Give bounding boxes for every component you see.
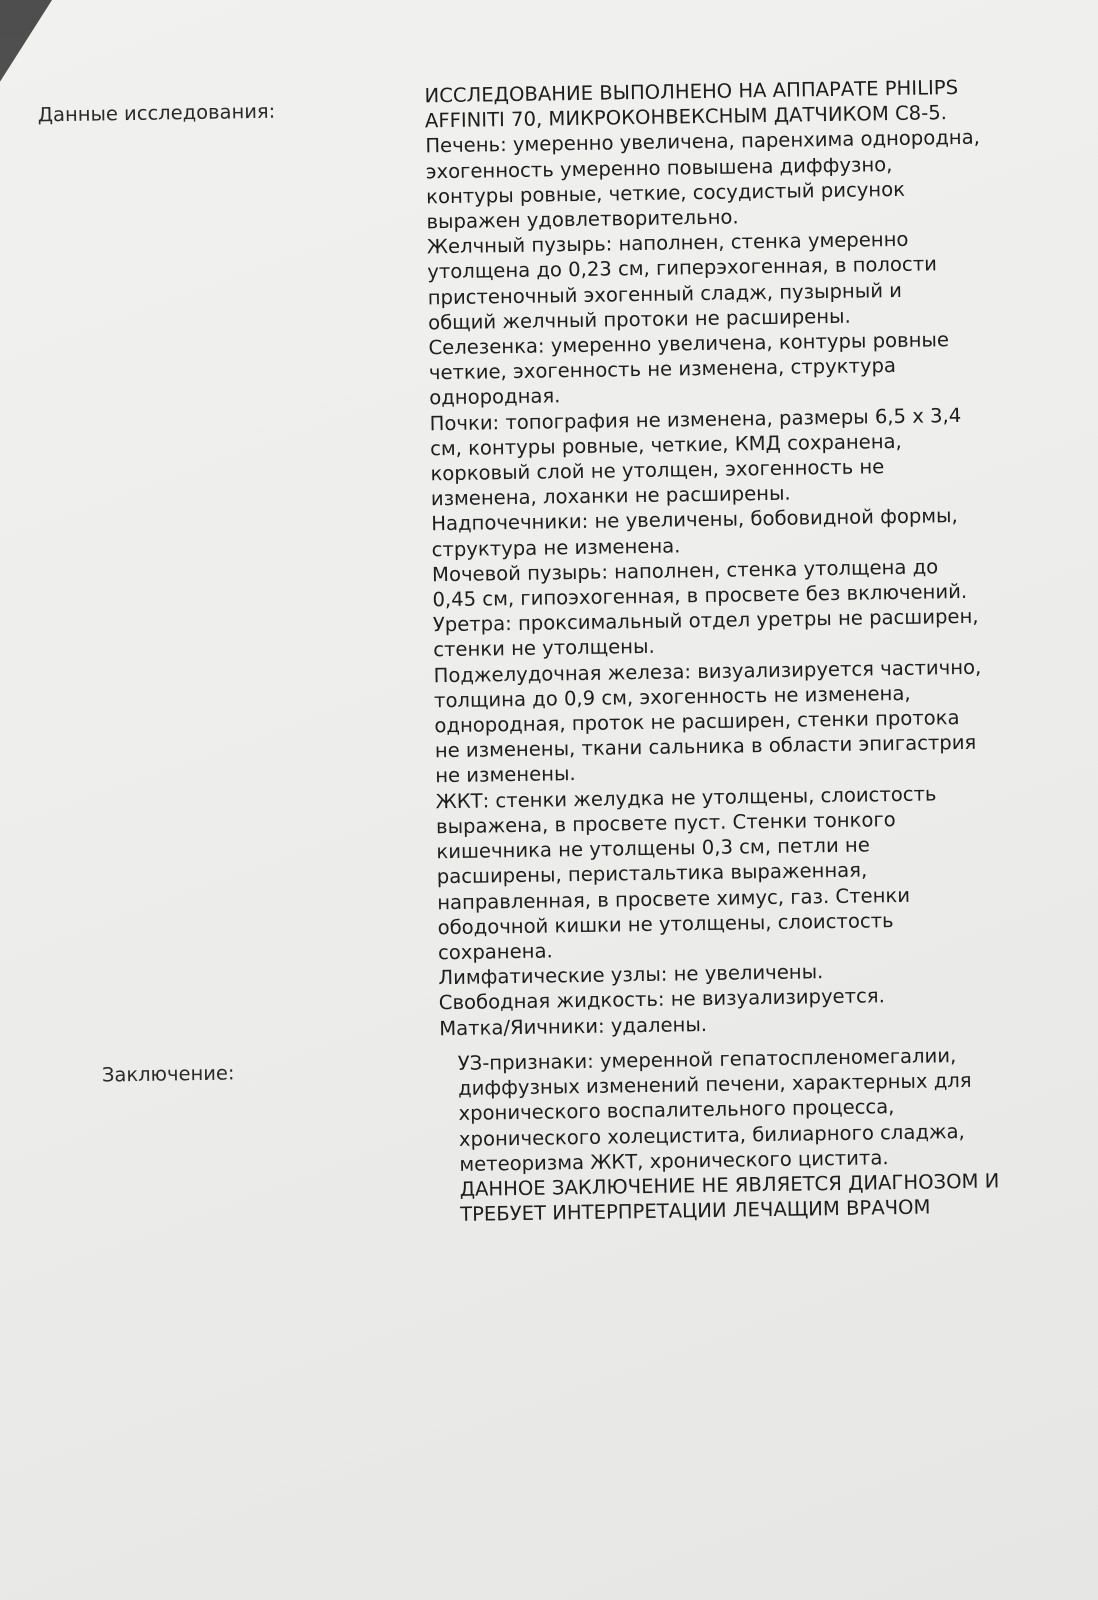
- findings-line: Печень: умеренно увеличена, паренхима однородна,: [425, 126, 981, 158]
- findings-line: Лимфатические узлы: не увеличены.: [438, 960, 824, 990]
- findings-line: сохранена.: [437, 939, 553, 965]
- findings-line: однородная.: [429, 384, 561, 410]
- findings-line: стенки не утолщены.: [433, 635, 655, 662]
- findings-line: Мочевой пузырь: наполнен, стенка утолщена до: [431, 555, 939, 587]
- findings-line: Свободная жидкость: не визуализируется.: [438, 984, 886, 1015]
- findings-line: однородная, проток не расширен, стенки протока: [434, 706, 960, 738]
- findings-line: изменена, лоханки не расширены.: [430, 481, 791, 511]
- conclusion-line: ТРЕБУЕТ ИНТЕРПРЕТАЦИИ ЛЕЧАЩИМ ВРАЧОМ: [459, 1195, 931, 1227]
- findings-line: ободочной кишки не утолщены, слоистость: [437, 908, 894, 939]
- findings-line: общий желчный протоки не расширены.: [427, 304, 851, 335]
- findings-line: контуры ровные, четкие, сосудистый рисунок: [425, 177, 906, 209]
- findings-line: направленная, в просвете химус, газ. Стенки: [437, 883, 911, 914]
- findings-line: структура не изменена.: [431, 534, 681, 561]
- findings-line: не изменены, ткани сальника в области эпигастрия: [434, 731, 977, 763]
- findings-line: Селезенка: умеренно увеличена, контуры ровные: [428, 328, 950, 360]
- findings-line: расширены, перистальтика выраженная,: [436, 858, 868, 889]
- study-data-label: Данные исследования:: [37, 99, 276, 127]
- conclusion-line: диффузных изменений печени, характерных для: [457, 1069, 972, 1101]
- findings-line: пристеночный эхогенный сладж, пузырный и: [427, 278, 903, 309]
- findings-line: Желчный пузырь: наполнен, стенка умеренно: [426, 227, 909, 259]
- findings-line: выражена, в просвете пуст. Стенки тонкого: [435, 807, 896, 839]
- findings-line: утолщена до 0,23 см, гиперэхогенная, в полости: [427, 252, 938, 284]
- findings-line: Матка/Яичники: удалены.: [439, 1012, 708, 1040]
- conclusion-line: УЗ-признаки: умеренной гепатоспленомегалии,: [457, 1044, 957, 1075]
- findings-line: ИССЛЕДОВАНИЕ ВЫПОЛНЕНО НА АППАРАТЕ PHILIPS: [424, 75, 959, 108]
- conclusion-label: Заключение:: [101, 1061, 235, 1087]
- findings-line: Надпочечники: не увеличены, бобовидной формы,: [431, 504, 958, 536]
- findings-line: Почки: топография не изменена, размеры 6,5 х 3,4: [429, 403, 962, 435]
- findings-line: не изменены.: [435, 762, 576, 788]
- findings-line: AFFINITI 70, МИКРОКОНВЕКСНЫМ ДАТЧИКОМ С8-5.: [424, 101, 948, 133]
- findings-line: четкие, эхогенность не изменена, структура: [428, 354, 897, 385]
- conclusion-line: метеоризма ЖКТ, хронического цистита.: [459, 1145, 889, 1176]
- findings-line: ЖКТ: стенки желудка не утолщены, слоистость: [435, 782, 937, 813]
- findings-line: Поджелудочная железа: визуализируется частично,: [433, 655, 982, 687]
- conclusion-line: ДАННОЕ ЗАКЛЮЧЕНИЕ НЕ ЯВЛЯЕТСЯ ДИАГНОЗОМ И: [459, 1169, 1000, 1201]
- findings-line: выражен удовлетворительно.: [426, 205, 739, 234]
- findings-line: толщина до 0,9 см, эхогенность не изменена,: [433, 681, 911, 713]
- findings-line: 0,45 см, гипоэхогенная, в просвете без включений.: [432, 579, 968, 612]
- study-findings-text: [424, 75, 994, 1041]
- findings-line: Уретра: проксимальный отдел уретры не расширен,: [432, 604, 979, 637]
- conclusion-line: хронического холецистита, билиарного сладжа,: [458, 1119, 965, 1151]
- findings-line: кишечника не утолщены 0,3 см, петли не: [436, 833, 870, 864]
- findings-line: см, контуры ровные, четкие, КМД сохранена,: [429, 429, 902, 461]
- findings-line: корковый слой не утолщен, эхогенность не: [430, 455, 885, 486]
- findings-line: эхогенность умеренно повышена диффузно,: [425, 152, 893, 183]
- conclusion-text: [458, 1042, 1000, 1227]
- conclusion-line: хронического воспалительного процесса,: [458, 1095, 895, 1126]
